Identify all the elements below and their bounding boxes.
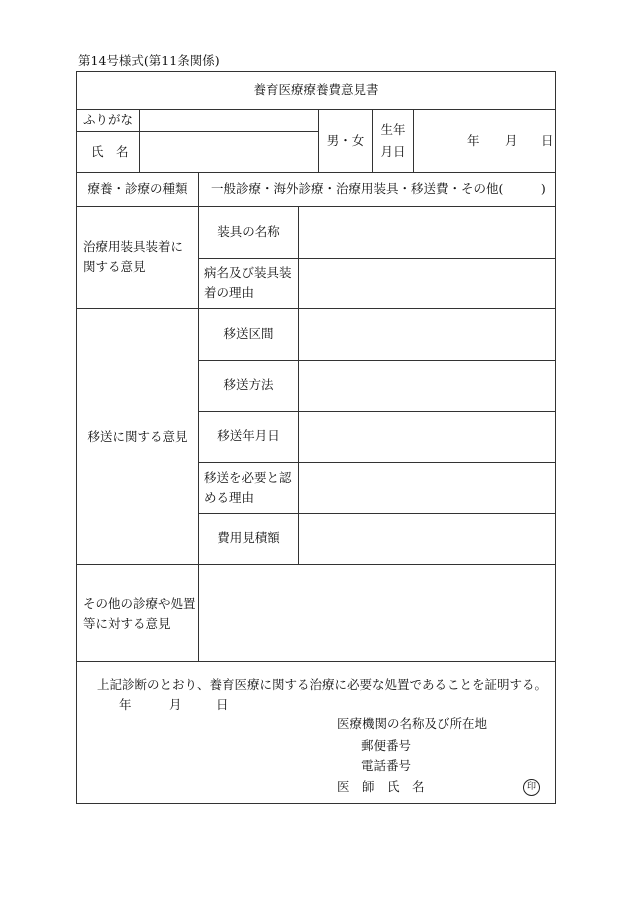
transport-date-field[interactable] — [299, 412, 555, 462]
treatment-type-label: 療養・診療の種類 — [87, 181, 188, 196]
other-opinion-section — [77, 564, 555, 661]
birth-day: 日 — [541, 133, 554, 148]
sex-options[interactable]: 男・女 — [326, 133, 365, 148]
birth-year: 年 — [467, 133, 480, 148]
cert-day: 日 — [216, 697, 229, 712]
opinion-form — [76, 71, 556, 804]
transport-cost-label: 費用見積額 — [217, 530, 280, 545]
transport-section-label: 移送区間 — [223, 326, 274, 341]
furigana-label: ふりがな — [83, 112, 134, 127]
applicant-row — [77, 109, 555, 172]
birth-month: 月 — [505, 133, 518, 148]
device-name-label: 装具の名称 — [217, 224, 280, 239]
postal-label: 郵便番号 — [361, 738, 412, 753]
name-label: 氏 名 — [91, 144, 129, 159]
transport-cost-field[interactable] — [299, 514, 555, 565]
treatment-type-row — [77, 172, 555, 206]
transport-reason-field[interactable] — [299, 463, 555, 513]
device-reason-label: 病名及び装具装着の理由 — [204, 265, 292, 300]
birth-label-line2: 月日 — [380, 144, 406, 159]
device-opinion-section — [77, 206, 555, 308]
doctor-label: 医 師 氏 名 — [337, 779, 425, 794]
device-reason-field[interactable] — [299, 259, 555, 309]
institution-label: 医療機関の名称及び所在地 — [337, 716, 488, 731]
device-opinion-label: 治療用装具装着に関する意見 — [83, 239, 184, 274]
name-field[interactable] — [140, 132, 317, 173]
transport-opinion-label: 移送に関する意見 — [87, 429, 188, 444]
transport-reason-label: 移送を必要と認める理由 — [204, 470, 292, 505]
other-opinion-field[interactable] — [199, 565, 555, 661]
transport-date-label: 移送年月日 — [217, 428, 280, 443]
treatment-type-options[interactable]: 一般診療・海外診療・治療用装具・移送費・その他( ) — [211, 181, 546, 196]
form-number: 第14号様式(第11条関係) — [78, 53, 220, 68]
other-opinion-label: その他の診療や処置等に対する意見 — [83, 596, 196, 631]
furigana-field[interactable] — [140, 110, 317, 131]
certification-statement: 上記診断のとおり、養育医療に関する治療に必要な処置であることを証明する。 — [97, 677, 548, 692]
certification-section — [77, 661, 555, 803]
cert-year: 年 — [119, 697, 132, 712]
seal-icon: 印 — [523, 779, 540, 796]
birth-label-line1: 生年 — [380, 122, 406, 137]
phone-label: 電話番号 — [361, 758, 412, 773]
cert-month: 月 — [169, 697, 182, 712]
transport-section-field[interactable] — [299, 309, 555, 360]
device-name-field[interactable] — [299, 207, 555, 258]
transport-opinion-section — [77, 308, 555, 564]
form-title: 養育医療療養費意見書 — [253, 82, 379, 97]
transport-method-field[interactable] — [299, 361, 555, 411]
transport-method-label: 移送方法 — [223, 377, 274, 392]
